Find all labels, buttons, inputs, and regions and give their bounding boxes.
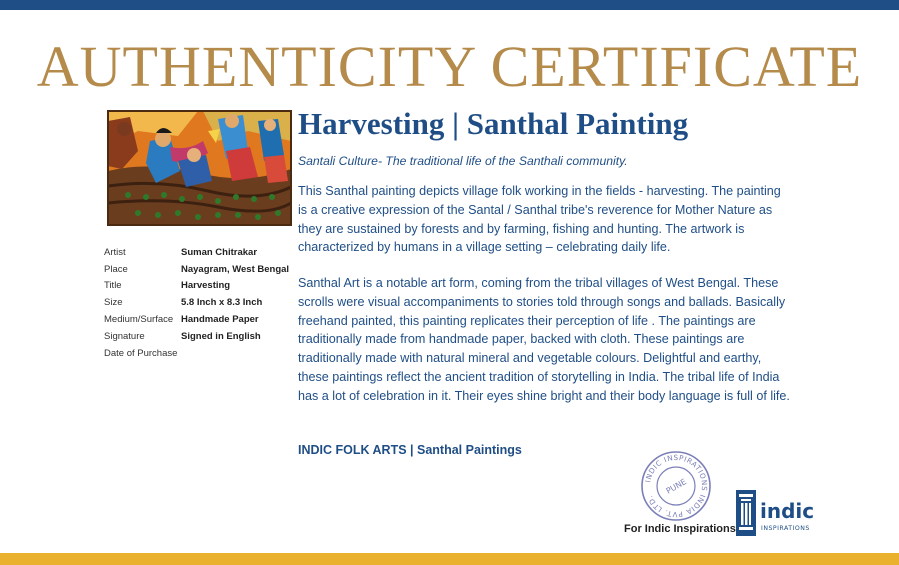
- detail-label: Signature: [104, 330, 145, 342]
- detail-label: Artist: [104, 246, 126, 258]
- painting-thumbnail: [107, 110, 290, 224]
- indic-logo: [735, 488, 815, 538]
- detail-value: Suman Chitrakar: [181, 246, 258, 258]
- brand-line: INDIC FOLK ARTS | Santhal Paintings: [298, 443, 522, 457]
- artwork-details: [104, 244, 294, 362]
- detail-row-size: [104, 294, 294, 311]
- detail-row-date-of-purchase: [104, 345, 294, 362]
- detail-label: Place: [104, 263, 128, 275]
- svg-text:INSPIRATIONS: INSPIRATIONS: [761, 525, 810, 532]
- detail-label: Size: [104, 297, 123, 309]
- svg-text:indic: indic: [760, 499, 815, 523]
- detail-row-signature: [104, 328, 294, 345]
- artwork-subtitle: Santali Culture- The traditional life of the Santhali community.: [298, 154, 628, 168]
- svg-text:INDIC INSPIRATIONS INDIA PVT.: INDIC INSPIRATIONS INDIA PVT. LTD.: [643, 452, 710, 520]
- painting-image: [108, 111, 291, 225]
- detail-value: Handmade Paper: [181, 314, 259, 326]
- signature-label: For Indic Inspirations: [624, 523, 736, 535]
- detail-label: Medium/Surface: [104, 314, 174, 326]
- detail-row-title: [104, 278, 294, 295]
- bottom-border-bar: [0, 553, 899, 565]
- seal-stamp-icon: [640, 450, 712, 522]
- indic-logo-icon: [735, 488, 815, 538]
- detail-row-place: [104, 261, 294, 278]
- detail-label: Title: [104, 280, 122, 292]
- detail-label: Date of Purchase: [104, 347, 178, 359]
- top-border-bar: [0, 0, 899, 10]
- detail-row-artist: [104, 244, 294, 261]
- detail-value: Harvesting: [181, 280, 231, 292]
- detail-value: Signed in English: [181, 330, 261, 342]
- certificate-title: AUTHENTICITY CERTIFICATE: [36, 34, 863, 99]
- detail-value: Nayagram, West Bengal: [181, 263, 290, 275]
- company-seal: [640, 450, 712, 522]
- description-paragraph: This Santhal painting depicts village folk working in the fields - harvesting. The painting is a creative expression of the Santal / Santhal tribe's reverence for Mother Nature as they are sustained by forests and by farming, fishing and hunting. The artwork is characterized by humans in a village setting – celebrating daily life.: [298, 184, 781, 255]
- detail-row-medium: [104, 311, 294, 328]
- description-paragraph: Santhal Art is a notable art form, coming from the tribal villages of West Bengal. These scrolls were visual accompaniments to stories told through songs and ballads. Basically freehand painted, this painting replicates their perception of life . The paintings are traditionally made from handmade paper, backed with cloth. These paintings are traditionally made with natural mineral and vegetable colours. Delightful and earthy, these paintings reflect the ancient tradition of storytelling in India. The tribal life of India has a lot of celebration in it. Their eyes shine bright and their body language is full of life.: [298, 276, 790, 403]
- artwork-title: Harvesting | Santhal Painting: [298, 106, 689, 141]
- detail-value: 5.8 Inch x 8.3 Inch: [181, 297, 263, 309]
- svg-text:PUNE: PUNE: [664, 477, 688, 496]
